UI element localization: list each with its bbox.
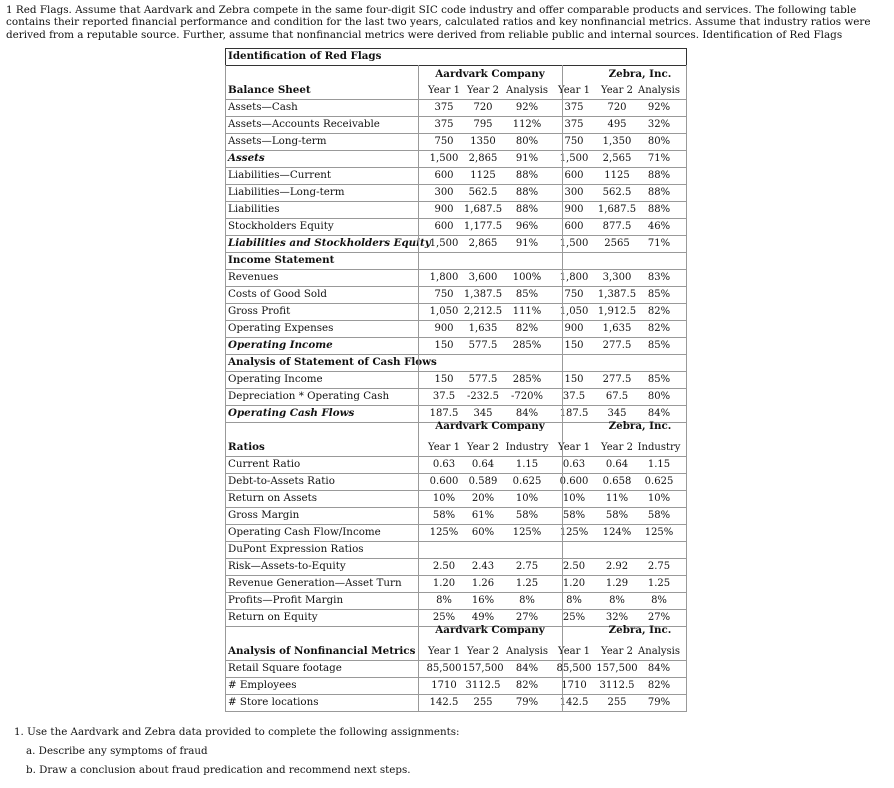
table-cell: 49% bbox=[471, 612, 495, 623]
row-divider bbox=[225, 541, 687, 542]
row-divider bbox=[225, 218, 687, 219]
row-divider bbox=[225, 116, 687, 117]
table-cell: 27% bbox=[647, 612, 671, 623]
column-header-analysis: Year 1 bbox=[558, 85, 590, 96]
table-cell: 2,865 bbox=[468, 153, 498, 164]
column-header-industry: Year 1 bbox=[428, 442, 460, 453]
table-cell: 82% bbox=[647, 323, 671, 334]
row-label: Gross Profit bbox=[228, 305, 291, 317]
table-cell: 1.15 bbox=[515, 459, 539, 470]
row-label: Return on Equity bbox=[228, 611, 318, 623]
row-divider bbox=[225, 660, 687, 661]
table-cell: 85% bbox=[515, 289, 539, 300]
row-divider bbox=[225, 711, 687, 712]
row-divider bbox=[225, 592, 687, 593]
table-cell: 8% bbox=[609, 595, 625, 606]
table-cell: 80% bbox=[515, 136, 539, 147]
row-label: Operating Expenses bbox=[228, 322, 334, 334]
table-cell: 91% bbox=[515, 238, 539, 249]
table-cell: 157,500 bbox=[596, 663, 638, 674]
row-divider bbox=[225, 507, 687, 508]
table-cell: 900 bbox=[564, 323, 584, 334]
company-header-zebra-2: Zebra, Inc. bbox=[608, 624, 672, 636]
table-cell: 1,800 bbox=[429, 272, 459, 283]
table-cell: 84% bbox=[515, 408, 539, 419]
company-header-aardvark-2: Aardvark Company bbox=[435, 624, 545, 636]
table-left-border bbox=[225, 48, 226, 65]
table-cell: 58% bbox=[647, 510, 671, 521]
table-cell: 2.75 bbox=[515, 561, 539, 572]
table-cell: 1,635 bbox=[468, 323, 498, 334]
table-cell: 2,212.5 bbox=[463, 306, 503, 317]
table-cell: 1.26 bbox=[471, 578, 495, 589]
table-cell: 10% bbox=[432, 493, 456, 504]
table-cell: 88% bbox=[647, 204, 671, 215]
intro-paragraph: 1 Red Flags. Assume that Aardvark and Zebra compete in the same four-digit SIC code industry and offer comparable products and services. The following table contains their reported financial performance and condition for the last two years, calculated ratios and key nonfinancial metrics. Assume that industry ratios were derived from a reputable source. Further, assume that nonfinancial metrics were derived from reliable public and internal sources. Identification of Red Flags bbox=[6, 4, 871, 41]
assignment-part-a: a. Describe any symptoms of fraud bbox=[26, 745, 208, 757]
table-cell: 750 bbox=[564, 289, 584, 300]
table-cell: 61% bbox=[471, 510, 495, 521]
row-label: Revenue Generation—Asset Turn bbox=[228, 577, 402, 589]
row-divider bbox=[225, 456, 687, 457]
table-cell: 20% bbox=[471, 493, 495, 504]
table-cell: 1,050 bbox=[559, 306, 589, 317]
row-label: Risk—Assets-to-Equity bbox=[228, 560, 346, 572]
column-header-industry: Industry bbox=[637, 442, 681, 453]
table-cell: 82% bbox=[647, 680, 671, 691]
row-label: Stockholders Equity bbox=[228, 220, 334, 232]
row-label: Operating Income bbox=[228, 373, 323, 385]
table-cell: 2,865 bbox=[468, 238, 498, 249]
row-divider bbox=[225, 167, 687, 168]
column-header-industry: Year 1 bbox=[558, 442, 590, 453]
table-cell: 3,300 bbox=[602, 272, 632, 283]
table-cell: 88% bbox=[647, 187, 671, 198]
table-cell: 900 bbox=[564, 204, 584, 215]
table-cell: 375 bbox=[434, 119, 454, 130]
table-cell: 10% bbox=[515, 493, 539, 504]
table-cell: 88% bbox=[647, 170, 671, 181]
column-header-analysis: Year 1 bbox=[558, 646, 590, 657]
table-right-border bbox=[686, 48, 687, 65]
table-cell: 255 bbox=[607, 697, 627, 708]
row-divider bbox=[225, 694, 687, 695]
column-header-analysis: Year 2 bbox=[467, 646, 499, 657]
table-cell: 285% bbox=[512, 340, 542, 351]
column-header-analysis: Year 2 bbox=[467, 85, 499, 96]
row-label: Liabilities and Stockholders Equity bbox=[228, 237, 431, 249]
row-divider bbox=[225, 405, 687, 406]
table-cell: 58% bbox=[562, 510, 586, 521]
table-cell: 345 bbox=[607, 408, 627, 419]
row-divider bbox=[225, 609, 687, 610]
row-divider bbox=[225, 235, 687, 236]
row-divider bbox=[225, 388, 687, 389]
table-cell: 750 bbox=[564, 136, 584, 147]
red-flags-table bbox=[225, 48, 687, 720]
row-label: # Employees bbox=[228, 679, 297, 691]
row-label: Liabilities bbox=[228, 203, 280, 215]
table-cell: 2.92 bbox=[605, 561, 629, 572]
table-cell: 37.5 bbox=[562, 391, 586, 402]
table-cell: 27% bbox=[515, 612, 539, 623]
table-cell: 1,387.5 bbox=[463, 289, 503, 300]
table-cell: 750 bbox=[434, 289, 454, 300]
table-cell: 300 bbox=[434, 187, 454, 198]
table-cell: 82% bbox=[647, 306, 671, 317]
table-cell: 1,177.5 bbox=[463, 221, 503, 232]
table-left-edge bbox=[225, 65, 226, 711]
table-cell: 3112.5 bbox=[465, 680, 501, 691]
table-cell: 58% bbox=[515, 510, 539, 521]
table-cell: 8% bbox=[436, 595, 452, 606]
table-cell: 577.5 bbox=[468, 374, 498, 385]
table-cell: 11% bbox=[605, 493, 629, 504]
table-cell: 300 bbox=[564, 187, 584, 198]
row-divider bbox=[225, 337, 687, 338]
assignment-instruction: 1. Use the Aardvark and Zebra data provided to complete the following assignments: bbox=[14, 726, 460, 738]
table-cell: 577.5 bbox=[468, 340, 498, 351]
table-cell: 80% bbox=[647, 391, 671, 402]
table-cell: 32% bbox=[647, 119, 671, 130]
table-cell: 85,500 bbox=[556, 663, 592, 674]
table-cell: 83% bbox=[647, 272, 671, 283]
table-cell: 25% bbox=[562, 612, 586, 623]
table-cell: 1,500 bbox=[559, 153, 589, 164]
table-cell: 58% bbox=[605, 510, 629, 521]
table-cell: 562.5 bbox=[602, 187, 632, 198]
table-cell: 2,565 bbox=[602, 153, 632, 164]
table-cell: 112% bbox=[512, 119, 542, 130]
row-label: Revenues bbox=[228, 271, 279, 283]
table-cell: 88% bbox=[515, 187, 539, 198]
row-label: Costs of Good Sold bbox=[228, 288, 327, 300]
table-cell: 2.75 bbox=[647, 561, 671, 572]
table-cell: 111% bbox=[512, 306, 542, 317]
table-cell: 0.589 bbox=[468, 476, 498, 487]
table-cell: 1,387.5 bbox=[597, 289, 637, 300]
table-cell: 82% bbox=[515, 680, 539, 691]
row-divider bbox=[225, 320, 687, 321]
table-cell: 0.64 bbox=[605, 459, 629, 470]
table-cell: 85% bbox=[647, 374, 671, 385]
table-cell: 125% bbox=[559, 527, 589, 538]
table-cell: 1125 bbox=[470, 170, 496, 181]
table-cell: 142.5 bbox=[429, 697, 459, 708]
row-divider bbox=[225, 99, 687, 100]
table-cell: 1.25 bbox=[515, 578, 539, 589]
column-header-industry: Industry bbox=[505, 442, 549, 453]
company-header-zebra-0: Zebra, Inc. bbox=[608, 68, 672, 80]
company-header-aardvark-1: Aardvark Company bbox=[435, 420, 545, 432]
table-cell: 1710 bbox=[561, 680, 587, 691]
table-cell: 900 bbox=[434, 204, 454, 215]
table-cell: 1,912.5 bbox=[597, 306, 637, 317]
row-label: Balance Sheet bbox=[228, 84, 311, 96]
table-cell: 562.5 bbox=[468, 187, 498, 198]
table-cell: 150 bbox=[564, 340, 584, 351]
row-divider bbox=[225, 201, 687, 202]
table-cell: 795 bbox=[473, 119, 493, 130]
table-cell: 84% bbox=[647, 663, 671, 674]
table-cell: 157,500 bbox=[462, 663, 504, 674]
company-header-zebra-1: Zebra, Inc. bbox=[608, 420, 672, 432]
row-label: Analysis of Nonfinancial Metrics bbox=[228, 645, 416, 657]
table-cell: 150 bbox=[434, 340, 454, 351]
table-cell: 0.658 bbox=[602, 476, 632, 487]
table-cell: 37.5 bbox=[432, 391, 456, 402]
table-cell: 96% bbox=[515, 221, 539, 232]
table-cell: 79% bbox=[647, 697, 671, 708]
row-divider bbox=[225, 473, 687, 474]
table-cell: 720 bbox=[473, 102, 493, 113]
table-cell: 375 bbox=[564, 102, 584, 113]
row-divider bbox=[225, 524, 687, 525]
table-cell: 1,050 bbox=[429, 306, 459, 317]
row-divider bbox=[225, 133, 687, 134]
table-cell: 92% bbox=[647, 102, 671, 113]
table-cell: -720% bbox=[511, 391, 543, 402]
row-label: Assets bbox=[228, 152, 265, 164]
table-cell: 125% bbox=[429, 527, 459, 538]
table-cell: 1,500 bbox=[429, 153, 459, 164]
row-label: Depreciation * Operating Cash bbox=[228, 390, 390, 402]
table-cell: 82% bbox=[515, 323, 539, 334]
row-divider bbox=[225, 558, 687, 559]
row-divider bbox=[225, 184, 687, 185]
row-label: DuPont Expression Ratios bbox=[228, 543, 364, 555]
table-cell: 277.5 bbox=[602, 340, 632, 351]
table-cell: 142.5 bbox=[559, 697, 589, 708]
table-cell: -232.5 bbox=[466, 391, 499, 402]
table-cell: 495 bbox=[607, 119, 627, 130]
table-cell: 100% bbox=[512, 272, 542, 283]
table-cell: 88% bbox=[515, 170, 539, 181]
table-cell: 84% bbox=[515, 663, 539, 674]
table-cell: 750 bbox=[434, 136, 454, 147]
table-cell: 1,350 bbox=[602, 136, 632, 147]
column-header-analysis: Analysis bbox=[638, 85, 680, 96]
column-header-analysis: Year 2 bbox=[601, 85, 633, 96]
table-cell: 0.63 bbox=[432, 459, 456, 470]
row-label: # Store locations bbox=[228, 696, 319, 708]
table-cell: 79% bbox=[515, 697, 539, 708]
column-header-analysis: Analysis bbox=[506, 85, 548, 96]
table-cell: 67.5 bbox=[605, 391, 629, 402]
table-cell: 8% bbox=[651, 595, 667, 606]
row-label: Profits—Profit Margin bbox=[228, 594, 344, 606]
table-cell: 10% bbox=[647, 493, 671, 504]
table-cell: 1710 bbox=[431, 680, 457, 691]
table-cell: 345 bbox=[473, 408, 493, 419]
table-cell: 150 bbox=[564, 374, 584, 385]
table-cell: 600 bbox=[564, 170, 584, 181]
table-cell: 2.50 bbox=[432, 561, 456, 572]
table-cell: 255 bbox=[473, 697, 493, 708]
table-top-border bbox=[225, 48, 687, 49]
table-cell: 720 bbox=[607, 102, 627, 113]
table-cell: 85,500 bbox=[426, 663, 462, 674]
row-label: Ratios bbox=[228, 441, 265, 453]
row-divider bbox=[225, 677, 687, 678]
row-label: Debt-to-Assets Ratio bbox=[228, 475, 335, 487]
table-cell: 84% bbox=[647, 408, 671, 419]
column-header-analysis: Analysis bbox=[638, 646, 680, 657]
row-label: Gross Margin bbox=[228, 509, 300, 521]
zebra-left-edge bbox=[562, 65, 563, 711]
table-cell: 92% bbox=[515, 102, 539, 113]
table-right-edge bbox=[686, 65, 687, 711]
table-cell: 60% bbox=[471, 527, 495, 538]
table-cell: 85% bbox=[647, 289, 671, 300]
company-header-aardvark-0: Aardvark Company bbox=[435, 68, 545, 80]
table-cell: 1,635 bbox=[602, 323, 632, 334]
table-cell: 877.5 bbox=[602, 221, 632, 232]
table-cell: 187.5 bbox=[429, 408, 459, 419]
row-label: Liabilities—Long-term bbox=[228, 186, 345, 198]
table-cell: 3112.5 bbox=[599, 680, 635, 691]
table-cell: 1.20 bbox=[562, 578, 586, 589]
table-cell: 1.20 bbox=[432, 578, 456, 589]
table-cell: 0.64 bbox=[471, 459, 495, 470]
table-cell: 2.43 bbox=[471, 561, 495, 572]
table-cell: 600 bbox=[434, 221, 454, 232]
row-label: Assets—Long-term bbox=[228, 135, 327, 147]
table-cell: 32% bbox=[605, 612, 629, 623]
table-cell: 1,687.5 bbox=[463, 204, 503, 215]
table-cell: 0.63 bbox=[562, 459, 586, 470]
table-cell: 8% bbox=[566, 595, 582, 606]
row-label: Assets—Cash bbox=[228, 101, 298, 113]
table-cell: 375 bbox=[564, 119, 584, 130]
table-cell: 1,687.5 bbox=[597, 204, 637, 215]
column-header-industry: Year 2 bbox=[467, 442, 499, 453]
table-cell: 1.29 bbox=[605, 578, 629, 589]
table-cell: 58% bbox=[432, 510, 456, 521]
table-cell: 1.15 bbox=[647, 459, 671, 470]
table-cell: 1.25 bbox=[647, 578, 671, 589]
table-cell: 125% bbox=[644, 527, 674, 538]
row-divider bbox=[225, 303, 687, 304]
table-cell: 285% bbox=[512, 374, 542, 385]
row-label: Retail Square footage bbox=[228, 662, 342, 674]
table-cell: 125% bbox=[512, 527, 542, 538]
column-header-analysis: Year 2 bbox=[601, 646, 633, 657]
table-cell: 277.5 bbox=[602, 374, 632, 385]
row-divider bbox=[225, 371, 687, 372]
row-label: Income Statement bbox=[228, 254, 335, 266]
row-label: Return on Assets bbox=[228, 492, 318, 504]
table-cell: 187.5 bbox=[559, 408, 589, 419]
aardvark-left-edge bbox=[418, 65, 419, 711]
row-label: Assets—Accounts Receivable bbox=[228, 118, 380, 130]
table-cell: 25% bbox=[432, 612, 456, 623]
column-header-industry: Year 2 bbox=[601, 442, 633, 453]
table-cell: 900 bbox=[434, 323, 454, 334]
table-cell: 150 bbox=[434, 374, 454, 385]
row-divider bbox=[225, 354, 687, 355]
table-cell: 91% bbox=[515, 153, 539, 164]
row-divider bbox=[225, 575, 687, 576]
row-divider bbox=[225, 286, 687, 287]
column-header-analysis: Analysis bbox=[506, 646, 548, 657]
table-cell: 2565 bbox=[604, 238, 630, 249]
row-label: Current Ratio bbox=[228, 458, 301, 470]
table-cell: 600 bbox=[564, 221, 584, 232]
row-divider bbox=[225, 269, 687, 270]
table-cell: 1350 bbox=[470, 136, 496, 147]
row-label: Analysis of Statement of Cash Flows bbox=[228, 356, 437, 368]
row-label: Operating Cash Flow/Income bbox=[228, 526, 381, 538]
table-title-divider bbox=[225, 65, 687, 66]
table-cell: 10% bbox=[562, 493, 586, 504]
table-cell: 2.50 bbox=[562, 561, 586, 572]
table-cell: 0.625 bbox=[644, 476, 674, 487]
table-cell: 85% bbox=[647, 340, 671, 351]
table-cell: 71% bbox=[647, 238, 671, 249]
column-header-analysis: Year 1 bbox=[428, 85, 460, 96]
table-cell: 46% bbox=[647, 221, 671, 232]
assignment-part-b: b. Draw a conclusion about fraud predication and recommend next steps. bbox=[26, 764, 411, 776]
row-divider bbox=[225, 252, 687, 253]
row-label: Operating Cash Flows bbox=[228, 407, 355, 419]
table-cell: 16% bbox=[471, 595, 495, 606]
table-cell: 88% bbox=[515, 204, 539, 215]
table-cell: 600 bbox=[434, 170, 454, 181]
table-cell: 0.625 bbox=[512, 476, 542, 487]
table-cell: 1125 bbox=[604, 170, 630, 181]
table-cell: 1,500 bbox=[429, 238, 459, 249]
table-cell: 1,500 bbox=[559, 238, 589, 249]
table-cell: 124% bbox=[602, 527, 632, 538]
table-cell: 71% bbox=[647, 153, 671, 164]
table-cell: 0.600 bbox=[429, 476, 459, 487]
row-divider bbox=[225, 490, 687, 491]
table-cell: 3,600 bbox=[468, 272, 498, 283]
table-title: Identification of Red Flags bbox=[228, 50, 382, 62]
row-divider bbox=[225, 150, 687, 151]
table-cell: 8% bbox=[519, 595, 535, 606]
table-cell: 0.600 bbox=[559, 476, 589, 487]
row-label: Operating Income bbox=[228, 339, 333, 351]
table-cell: 1,800 bbox=[559, 272, 589, 283]
table-cell: 80% bbox=[647, 136, 671, 147]
table-cell: 375 bbox=[434, 102, 454, 113]
row-label: Liabilities—Current bbox=[228, 169, 332, 181]
column-header-analysis: Year 1 bbox=[428, 646, 460, 657]
